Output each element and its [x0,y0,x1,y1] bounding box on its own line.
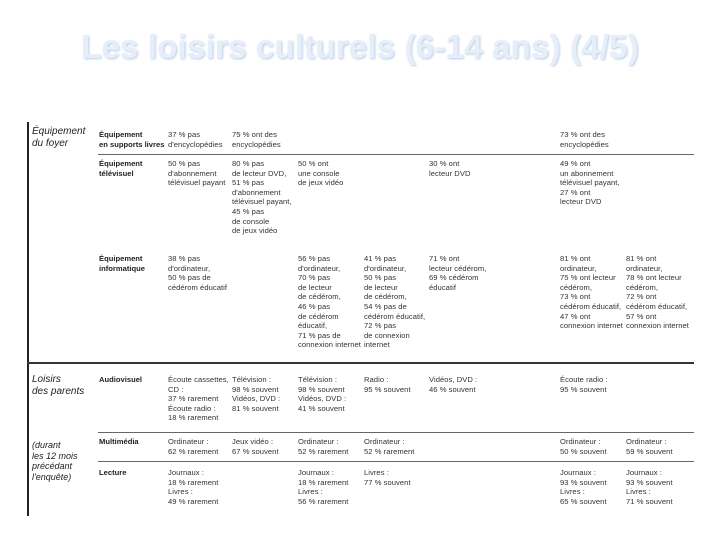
cell-r3-c4: 41 % pas d'ordinateur, 50 % pas de lecteur de cédérom, 54 % pas de cédérom éducatif, 72 % pas de connexion internet [364,254,426,350]
cell-r3-c5: 71 % ont lecteur cédérom, 69 % cédérom éducatif [429,254,487,292]
row-label-informatique: Équipement informatique [99,254,145,273]
divider [98,461,694,462]
cell-r3-c9: 81 % ont ordinateur, 78 % ont lecteur cédérom, 72 % ont cédérom éducatif, 57 % ont connexion internet [626,254,689,331]
cell-r1-c1: 37 % pas d'encyclopédies [168,130,223,149]
cell-r5-c1: Ordinateur : 62 % rarement [168,437,219,456]
cell-r4-c3: Télévision : 98 % souvent Vidéos, DVD : 41 % souvent [298,375,347,413]
row-label-televisuel: Équipement télévisuel [99,159,143,178]
cell-r6-c4: Livres : 77 % souvent [364,468,411,487]
cell-r4-c2: Télévision : 98 % souvent Vidéos, DVD : 81 % souvent [232,375,281,413]
cell-r5-c8: Ordinateur : 50 % souvent [560,437,607,456]
cell-r2-c6: 30 % ont lecteur DVD [429,159,471,178]
cell-r3-c3: 56 % pas d'ordinateur, 70 % pas de lecteur de cédérom, 46 % pas de cédérom éducatif, 71 % pas de connexion internet [298,254,361,350]
cell-r3-c8: 81 % ont ordinateur, 75 % ont lecteur cédérom, 73 % ont cédérom éducatif, 47 % ont connexion internet [560,254,623,331]
page-title: Les loisirs culturels (6-14 ans) (4/5) [81,28,639,65]
cell-r4-c4: Radio : 95 % souvent [364,375,411,394]
cell-r4-c8: Écoute radio : 95 % souvent [560,375,608,394]
cell-r2-c3: 50 % ont une console de jeux vidéo [298,159,344,188]
cell-r6-c8: Journaux : 93 % souvent Livres : 65 % souvent [560,468,607,506]
cell-r5-c9: Ordinateur : 59 % souvent [626,437,673,456]
section-divider [27,362,694,364]
cell-r5-c4: Ordinateur : 52 % rarement [364,437,415,456]
section-loisirs-parents: Loisirs des parents [32,374,85,397]
cell-r2-c8: 49 % ont un abonnement télévisuel payant, 27 % ont lecteur DVD [560,159,620,207]
cell-r2-c1: 50 % pas d'abonnement télévisuel payant [168,159,226,188]
divider [98,432,694,433]
row-label-supports-livres: Équipement en supports livres [99,130,165,149]
table-left-border [27,122,29,516]
divider [98,154,694,155]
section-equipement-foyer: Équipement du foyer [32,126,86,149]
row-label-audiovisuel: Audiovisuel [99,375,143,384]
section-period-note: (durant les 12 mois précédant l'enquête) [32,440,78,482]
row-label-lecture: Lecture [99,468,127,477]
cell-r6-c9: Journaux : 93 % souvent Livres : 71 % souvent [626,468,673,506]
data-table [24,118,694,516]
cell-r1-c2: 75 % ont des encyclopédies [232,130,281,149]
cell-r5-c2: Jeux vidéo : 67 % souvent [232,437,279,456]
cell-r6-c3: Journaux : 18 % rarement Livres : 56 % rarement [298,468,349,506]
cell-r3-c1: 38 % pas d'ordinateur, 50 % pas de cédérom éducatif [168,254,228,292]
cell-r4-c1: Écoute cassettes, CD : 37 % rarement Écoute radio : 18 % rarement [168,375,229,423]
row-label-multimedia: Multimédia [99,437,139,446]
cell-r5-c3: Ordinateur : 52 % rarement [298,437,349,456]
cell-r6-c1: Journaux : 18 % rarement Livres : 49 % rarement [168,468,219,506]
cell-r2-c2: 80 % pas de lecteur DVD, 51 % pas d'abonnement télévisuel payant, 45 % pas de console de jeux vidéo [232,159,292,236]
cell-r4-c6: Vidéos, DVD : 46 % souvent [429,375,478,394]
cell-r1-c8: 73 % ont des encyclopédies [560,130,609,149]
